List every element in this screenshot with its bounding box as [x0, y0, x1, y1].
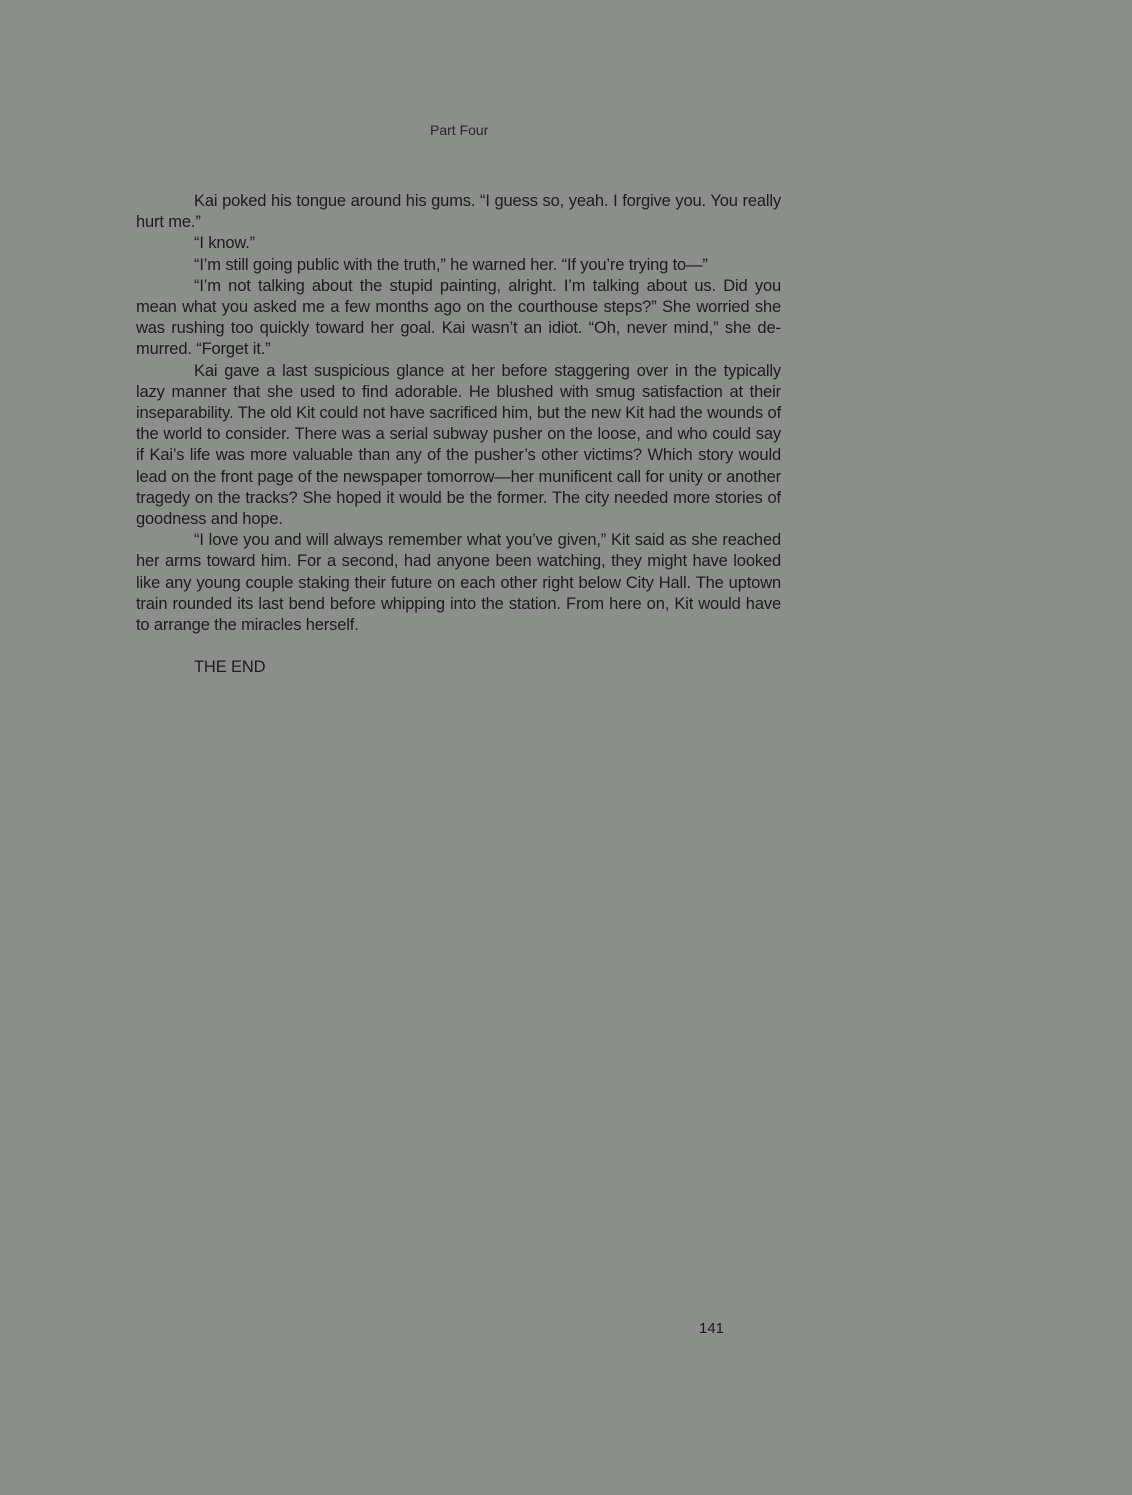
paragraph: “I know.” [194, 234, 256, 253]
body-text [136, 191, 781, 678]
end-mark: THE END [194, 658, 266, 677]
paragraph: Kai poked his tongue around his gums. “I guess so, yeah. I forgive you. You really hurt me.” [136, 192, 781, 232]
paragraph: Kai gave a last suspicious glance at her before staggering over in the typically lazy manner that she used to find adorable. He blushed with smug satisfaction at their inseparability. The old Kit could not have sacrificed him, but the new Kit had the wounds of the world to consider. There was a serial subway pusher on the loose, and who could say if Kai’s life was more valuable than any of the pusher’s other victims? Which story would lead on the front page of the newspaper tomorrow—her munificent call for unity or another tragedy on the tracks? She hoped it would be the former. The city needed more stories of goodness and hope. [136, 361, 781, 529]
paragraph: “I’m still going public with the truth,” he warned her. “If you’re trying to—” [194, 255, 708, 274]
paragraph: “I love you and will always remember what you’ve given,” Kit said as she reached her arms toward him. For a second, had anyone been watching, they might have looked like any young couple staking their future on each other right below City Hall. The uptown train rounded its last bend before whipping into the station. From here on, Kit would have to arrange the miracles herself. [136, 531, 781, 635]
running-header: Part Four [430, 122, 489, 138]
page-number: 141 [699, 1320, 725, 1337]
paragraph: “I’m not talking about the stupid painting, alright. I’m talking about us. Did you mean what you asked me a few months ago on the courthouse steps?” She worried she was rushing too quickly toward her goal. Kai wasn’t an idiot. “Oh, never mind,” she demurred. “Forget it.” [136, 276, 781, 359]
